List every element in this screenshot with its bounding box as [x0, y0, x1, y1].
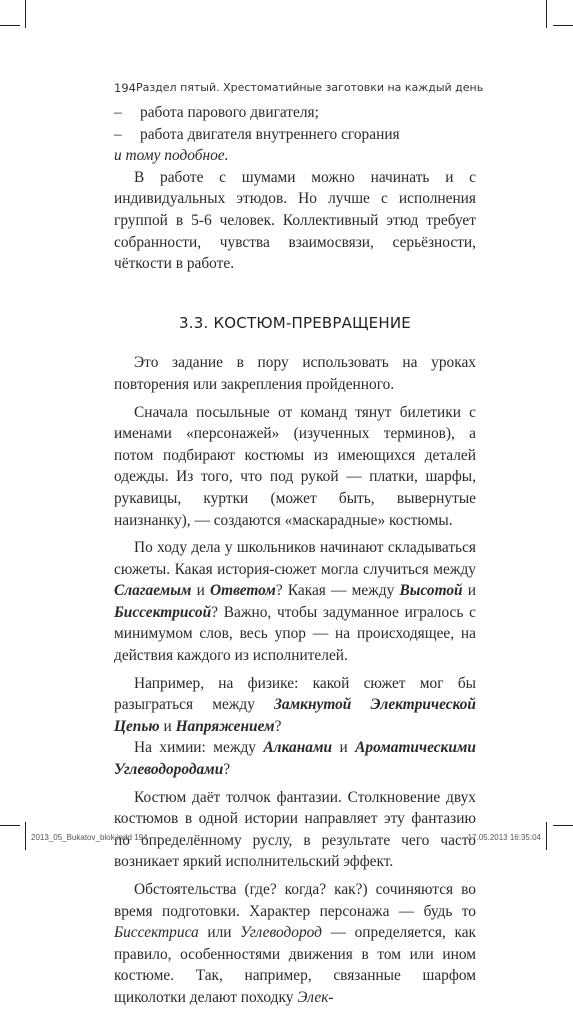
list-item-text: работа двигателя внутреннего сгорания [140, 125, 400, 143]
term-emphasis: Ответом [210, 582, 276, 600]
and-similar-text: и тому подобное. [114, 147, 229, 165]
crop-mark-bottom-right-h [553, 825, 573, 826]
term-emphasis: Напряжением [175, 717, 275, 735]
slug-file-info: 2013_05_Bukatov_blok.indd 194 [31, 833, 148, 842]
paragraph-4: Например, на физике: какой сюжет мог бы разыграться между Замкнутой Электрической Цепью и Напряжением? [114, 674, 476, 735]
list-dash: – [114, 104, 122, 121]
list-dash: – [114, 125, 122, 143]
list-item [114, 102, 476, 124]
paragraph-3: По ходу дела у школьников начинают складываться сюжеты. Какая история-сюжет могла случиться между Слагаемым и Ответом? Какая — между Высотой и Биссектрисой? Важно, чтобы задуманное игралось с минимумом слов, весь упор — на происходящее, на действия каждого из исполнителей. [114, 539, 477, 665]
intro-paragraph: В работе с шумами можно начинать и с индивидуальных этюдов. Но лучше с исполнения группой в 5-6 человек. Коллективный этюд требует собранности, чувства взаимосвязи, серьёзности, чёткости в работе. [114, 168, 476, 273]
list-item [114, 124, 476, 146]
section-heading: 3.3. КОСТЮМ-ПРЕВРАЩЕНИЕ [179, 313, 411, 332]
crop-mark-top-right [546, 0, 547, 28]
crop-mark-bottom-left-h [0, 825, 20, 826]
running-head [114, 81, 484, 95]
paragraph-6: Костюм даёт толчок фантазии. Столкновение двух костюмов в одной истории направляет эту фантазию по определённому руслу, в результате чего часто возникает яркий исполнительский эффект. [114, 788, 476, 871]
crop-mark-top-left [25, 0, 26, 28]
term-emphasis: Слагаемым [114, 582, 192, 600]
term-emphasis: Биссектрисой [114, 603, 212, 621]
term-emphasis: Углеводород [240, 924, 322, 942]
paragraph-7: Обстоятельства (где? когда? как?) сочиняются во время подготовки. Характер персонажа — будь то Биссектриса или Углеводород — определяется, как правило, особенностями движения в том или ином костюме. Так, например, связанные шарфом щиколотки делают походку Элек- [114, 881, 476, 1006]
crop-mark-top-right-h [553, 25, 573, 26]
list-item-text: работа парового двигателя; [140, 104, 319, 121]
term-emphasis: Биссектриса [114, 924, 199, 942]
slug-timestamp: 17.05.2013 16:35:04 [467, 833, 541, 842]
paragraph-1: Это задание в пору использовать на уроках повторения или закрепления пройденного. [114, 354, 476, 393]
running-head-title: Раздел пятый. Хрестоматийные заготовки на каждый день [135, 81, 484, 94]
crop-mark-top-left-h [0, 25, 20, 26]
crop-mark-bottom-left [25, 822, 26, 850]
paragraph-5: На химии: между Алканами и Ароматическими Углеводородами? [114, 739, 476, 779]
paragraph-2: Сначала посыльные от команд тянут билетики с именами «персонажей» (изученных терминов), а потом подбирают костюмы из имеющихся деталей одежды. Из того, что под рукой — платки, шарфы, рукавицы, куртки (может быть, вывернутые наизнанку), — создаются «маскарадные» костюмы. [114, 403, 476, 529]
term-emphasis: Замкнутой Электрической Цепью [114, 696, 476, 735]
page-number: 194 [114, 81, 136, 95]
term-emphasis: Элек- [297, 988, 334, 1006]
term-emphasis: Высотой [399, 582, 463, 600]
term-emphasis: Ароматическими Углеводородами [114, 739, 476, 779]
term-emphasis: Алканами [263, 739, 333, 757]
page-body [114, 102, 476, 1009]
crop-mark-bottom-right [546, 822, 547, 850]
